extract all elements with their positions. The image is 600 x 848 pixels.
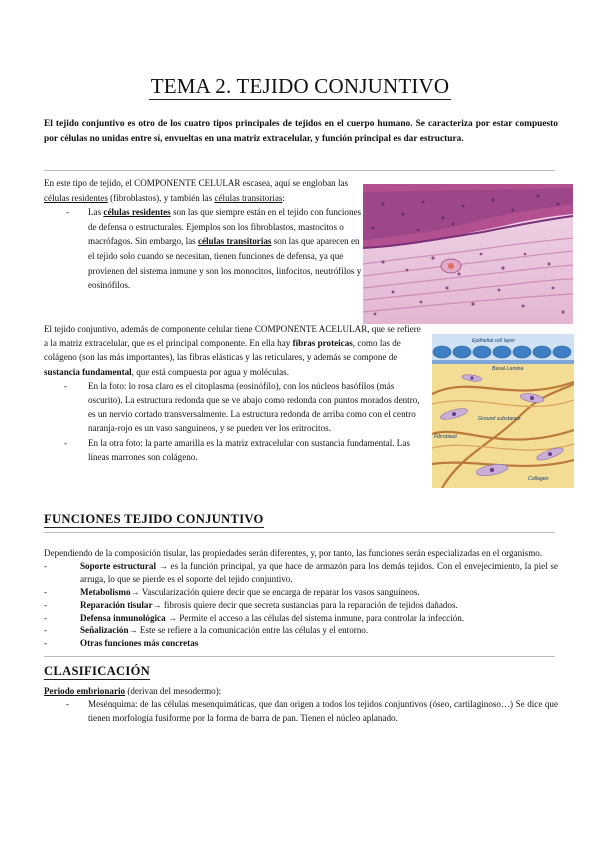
function-item: - Reparación tisular→ fibrosis quiere decir que secreta sustancias para la reparación de tejidos dañados.: [44, 599, 458, 610]
function-item: - Otras funciones más concretas: [44, 638, 199, 649]
funciones-heading: FUNCIONES TEJIDO CONJUNTIVO: [44, 512, 264, 526]
clasificacion-heading: CLASIFICACIÓN: [44, 664, 151, 678]
histology-photo: [363, 184, 573, 324]
label-fibroblast: Fibroblast: [434, 434, 457, 440]
list-item: - En la foto: lo rosa claro es el citoplasma (eosinófilo), con los núcleos basófilos (más oscurito). La estructura redonda que se ve abajo como redonda con puntos morados dentro, es un nervio cortado transversalmente. La estructura redonda de arriba como con el centro naranja-rojo es un vaso sanguíneos, y se pueden ver los eritrocitos.: [64, 380, 420, 434]
funciones-section: [44, 547, 558, 650]
acellular-paragraph: El tejido conjuntivo, además de componente celular tiene COMPONENTE ACELULAR, que se refiere a la matriz extracelular, que es el principal componente. En ella hay fibras proteicas, como las de colágeno (son las más importantes), las fibras elásticas y las reticulares, y además se compone de sustancia fundamental, que está compuesta por agua y moléculas.: [44, 324, 421, 377]
label-ground: Ground substance: [478, 416, 521, 422]
list-item: - Mesénquima: de las células mesenquimáticas, que dan origen a todos los tejidos conjuntivos (óseo, cartilaginoso…) Se dice que tienen morfología fusiforme por la forma de barra de pan. Tienen el núcleo aplanado.: [66, 699, 558, 723]
function-item: - Metabolismo→ Vascularización quiere decir que se encarga de reparar los vasos sanguíneos.: [44, 586, 420, 597]
cellular-intro: En este tipo de tejido, el COMPONENTE CELULAR escasea, aquí se engloban las células residentes (fibroblastos), y también las células transitorias:: [44, 178, 349, 203]
divider: [44, 170, 555, 171]
label-basal: Basal Lamina: [492, 366, 524, 372]
periodo-embrionario: Periodo embrionario (derivan del mesodermo):: [44, 686, 222, 696]
list-item: - Las células residentes son las que siempre están en el tejido con funciones de defensa o estructurales. Ejemplos son los fibroblastos, mastocitos o macrófagos. Sin embargo, las células transitorias son las que aparecen en el tejido solo cuando se necesitan, tienen funciones de defensa, ya que provienen del sistema inmune y son los monocitos, linfocitos, neutrófilos y eosinófilos.: [66, 207, 362, 291]
clasificacion-section: [44, 685, 558, 725]
funciones-intro: Dependiendo de la composición tisular, las propiedades serán diferentes, y, por tanto, las funciones serán especializadas en el organismo.: [44, 548, 543, 558]
function-item: - Señalización→ Este se refiere a la comunicación entre las células y el entorno.: [44, 625, 369, 636]
page-title: TEMA 2. TEJIDO CONJUNTIVO: [150, 74, 450, 98]
acellular-component-section: [44, 322, 426, 464]
divider: [44, 532, 555, 533]
label-epithelial: Epithelial cell layer: [472, 338, 515, 344]
function-item: - Defensa inmunológica → Permite el acceso a las células del sistema inmune, para controlar la infección.: [44, 612, 465, 623]
divider: [44, 656, 555, 657]
label-collagen: Collagen: [528, 476, 549, 482]
list-item: - En la otra foto: la parte amarilla es la matriz extracelular con sustancia fundamental. Las líneas marrones son colágeno.: [64, 437, 410, 462]
connective-tissue-diagram: [432, 334, 574, 488]
cellular-component-section: [44, 176, 362, 293]
function-item: - Soporte estructural → es la función principal, ya que hace de armazón para los demás tejidos. Con el envejecimiento, la piel se arruga, lo que se pierde es el soporte del tejido conjuntivo.: [44, 560, 558, 584]
intro-paragraph: El tejido conjuntivo es otro de los cuatro tipos principales de tejidos en el cuerpo humano. Se caracteriza por estar compuesto por células no unidas entre sí, envueltas en una matriz extracelular, y función principal es dar estructura.: [44, 119, 558, 144]
